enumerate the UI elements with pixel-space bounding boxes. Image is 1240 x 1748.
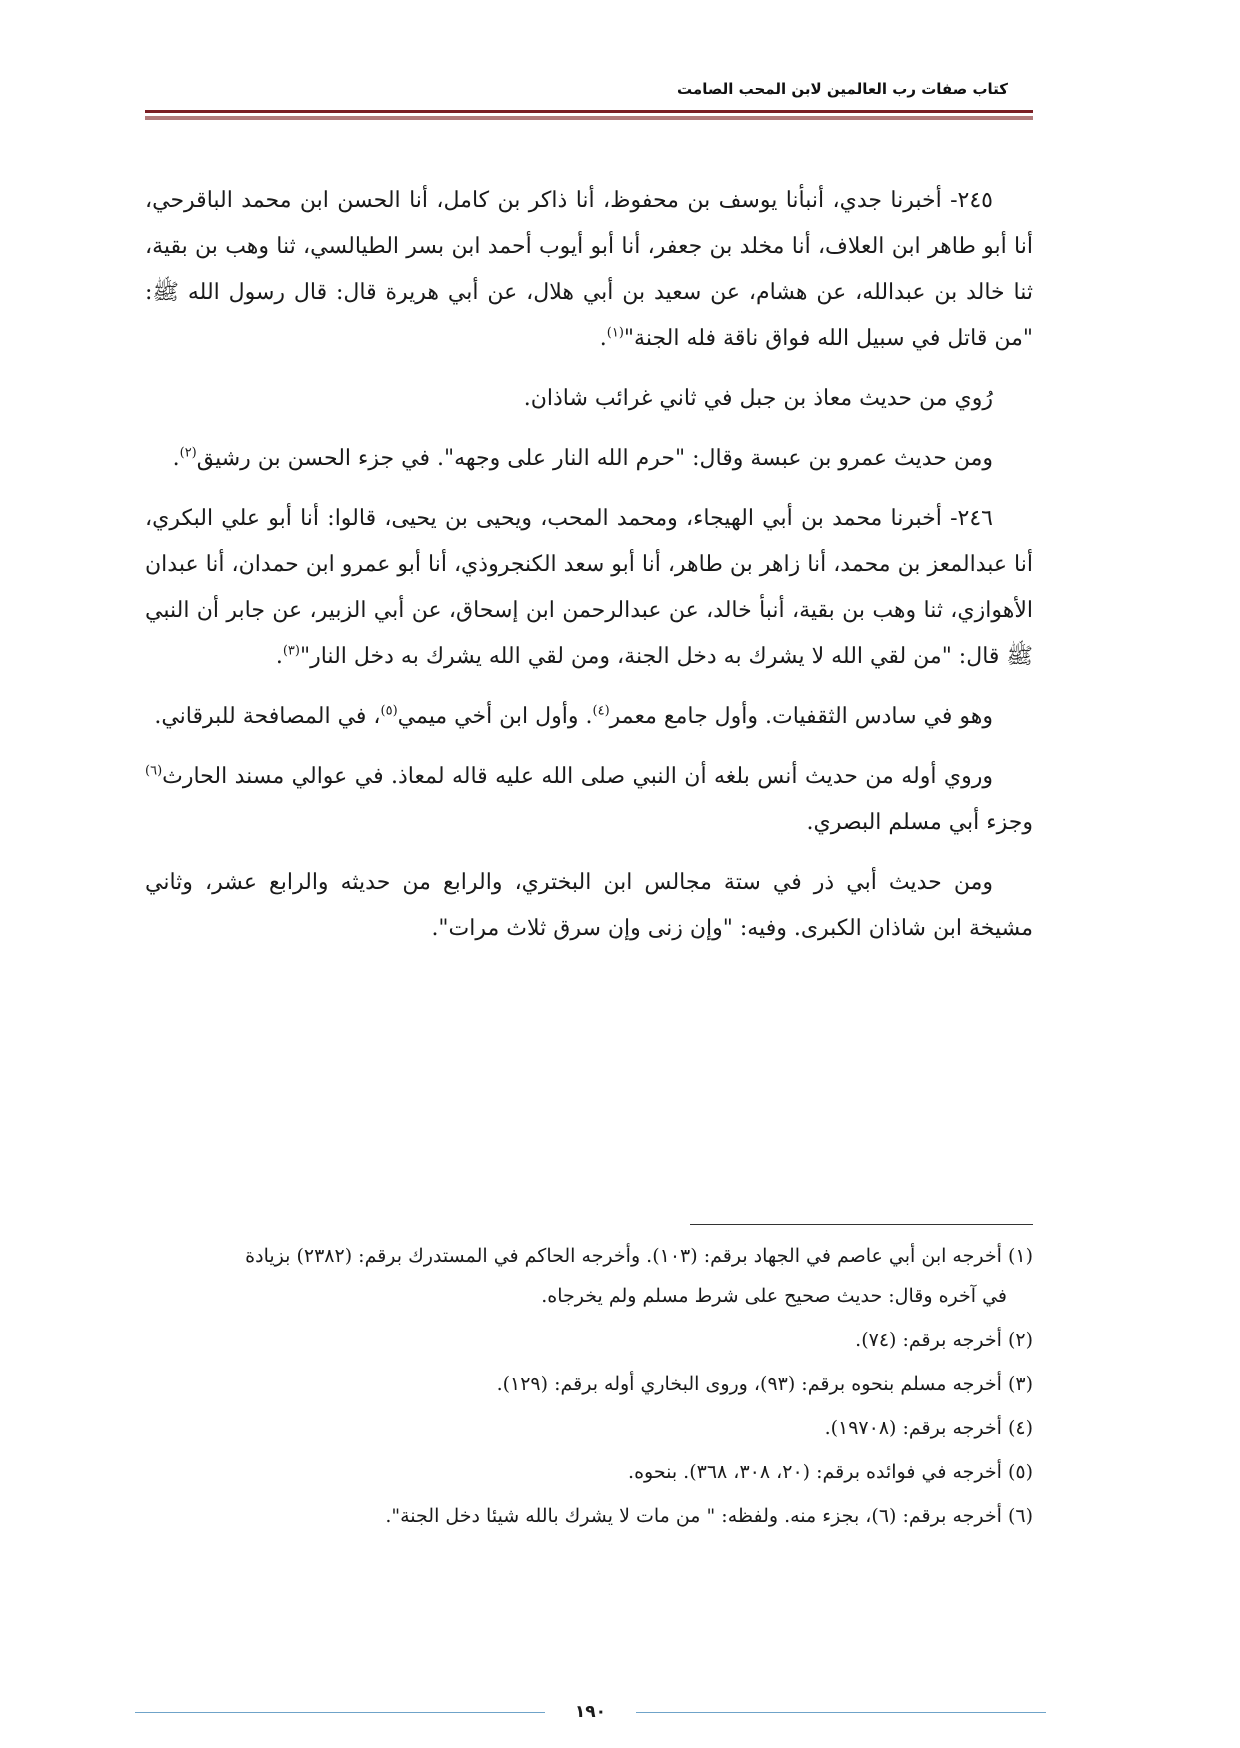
footnote-ref-1: (١) [606,325,624,341]
footnote-text: أخرجه في فوائده برقم: (٢٠، ٣٠٨، ٣٦٨). بنحوه. [628,1461,1002,1483]
footnote-5 [145,1452,1033,1492]
narration-note-4 [145,754,1033,846]
narration-note-1-text: رُوي من حديث معاذ بن جبل في ثاني غرائب شاذان. [523,386,993,411]
footnote-ref-2: (٢) [179,445,197,461]
hadith-paragraph-246: ٢٤٦- أخبرنا محمد بن أبي الهيجاء، ومحمد المحب، ويحيى بن يحيى، قالوا: أنا أبو علي البكري، أنا عبدالمعز بن محمد، أنا زاهر بن طاهر، أنا أبو سعد الكنجروذي، أنا أبو عمرو ابن حمدان، أنا عبدان الأهوازي، ثنا وهب بن بقية، أنبأ خالد، عن عبدالرحمن ابن إسحاق، عن أبي الزبير، عن جابر أن النبي ﷺ قال: "من لقي الله لا يشرك به دخل الجنة، ومن لقي الله يشرك به دخل النار"$^{(٣)}$. [145,506,1033,669]
footnote-separator [690,1224,1033,1225]
footnote-3 [145,1364,1033,1404]
footnote-number: (١) [1007,1245,1033,1267]
running-header-title: كتاب صفات رب العالمين لابن المحب الصامت [677,80,1008,98]
narration-note-5-text: ومن حديث أبي ذر في ستة مجالس ابن البختري، والرابع من حديثه والرابع عشر، وثاني مشيخة ابن شاذان الكبرى. وفيه: "وإن زنى وإن سرق ثلاث مرات". [145,870,1033,941]
hadith-paragraph-245: ٢٤٥- أخبرنا جدي، أنبأنا يوسف بن محفوظ، أنا ذاكر بن كامل، أنا الحسن ابن محمد الباقرحي، أنا أبو طاهر ابن العلاف، أنا مخلد بن جعفر، أنا أبو أيوب أحمد ابن بسر الطيالسي، ثنا وهب بن بقية، ثنا خالد بن عبدالله، عن هشام، عن سعيد بن أبي هلال، عن أبي هريرة قال: قال رسول الله ﷺ: "من قاتل في سبيل الله فواق ناقة فله الجنة"$^{(١)}$. [145,188,1034,351]
footnote-text: أخرجه برقم: (٧٤). [855,1329,1002,1351]
footnote-ref-4: (٤) [592,703,610,719]
footer-rule-right [636,1712,1046,1713]
main-text [145,178,1033,966]
hadith-245-text: ٢٤٥- أخبرنا جدي، أنبأنا يوسف بن محفوظ، أنا ذاكر بن كامل، أنا الحسن ابن محمد الباقرحي، أنا أبو طاهر ابن العلاف، أنا مخلد بن جعفر، أنا أبو أيوب أحمد ابن بسر الطيالسي، ثنا وهب بن بقية، ثنا خالد بن عبدالله، عن هشام، عن سعيد بن أبي هلال، عن أبي هريرة قال: قال رسول الله ﷺ: "من قاتل في سبيل الله فواق ناقة فله الجنة" [145,188,1034,351]
footnote-6 [145,1496,1033,1536]
footnotes-block [145,1236,1033,1540]
footnote-text: أخرجه برقم: (٦)، بجزء منه. ولفظه: " من مات لا يشرك بالله شيئا دخل الجنة". [385,1505,1002,1527]
narration-note-4b: وجزء أبي مسلم البصري. [806,810,1033,835]
footnote-text: أخرجه ابن أبي عاصم في الجهاد برقم: (١٠٣). وأخرجه الحاكم في المستدرك برقم: (٢٣٨٢) بزيادة [245,1245,1002,1267]
footer-rule-left [135,1712,545,1713]
footnote-1 [145,1236,1033,1316]
footnote-text: أخرجه مسلم بنحوه برقم: (٩٣)، وروى البخاري أوله برقم: (١٢٩). [496,1373,1002,1395]
header-rule-top [145,110,1033,113]
header-rule-bottom [145,116,1033,120]
footnote-number: (٢) [1007,1329,1033,1351]
footnote-number: (٣) [1007,1373,1033,1395]
narration-note-3 [145,694,1033,740]
footnote-ref-3: (٣) [282,643,300,659]
footnote-2 [145,1320,1033,1360]
footnote-number: (٥) [1007,1461,1033,1483]
footnote-4 [145,1408,1033,1448]
narration-note-2: ومن حديث عمرو بن عبسة وقال: "حرم الله النار على وجهه". في جزء الحسن بن رشيق$^{(٢)}$. [172,445,993,471]
narration-note-2-text: ومن حديث عمرو بن عبسة وقال: "حرم الله النار على وجهه". في جزء الحسن بن رشيق [196,446,993,471]
narration-note-5 [145,860,1033,952]
footnote-number: (٦) [1007,1505,1033,1527]
narration-note-1 [145,376,1033,422]
narration-note-3b: . وأول ابن أخي ميمي [397,704,593,729]
narration-note-4a: وروي أوله من حديث أنس بلغه أن النبي صلى الله عليه قاله لمعاذ. في عوالي مسند الحارث [162,764,993,789]
page-footer [0,1702,1240,1722]
footnote-continuation: في آخره وقال: حديث صحيح على شرط مسلم ولم يخرجاه. [541,1285,1007,1307]
narration-note-3c: ، في المصافحة للبرقاني. [154,704,381,729]
hadith-246-text: ٢٤٦- أخبرنا محمد بن أبي الهيجاء، ومحمد المحب، ويحيى بن يحيى، قالوا: أنا أبو علي البكري، أنا عبدالمعز بن محمد، أنا زاهر بن طاهر، أنا أبو سعد الكنجروذي، أنا أبو عمرو ابن حمدان، أنا عبدان الأهوازي، ثنا وهب بن بقية، أنبأ خالد، عن عبدالرحمن ابن إسحاق، عن أبي الزبير، عن جابر أن النبي ﷺ قال: "من لقي الله لا يشرك به دخل الجنة، ومن لقي الله يشرك به دخل النار" [145,506,1033,669]
footnote-ref-5: (٥) [380,703,398,719]
narration-note-3a: وهو في سادس الثقفيات. وأول جامع معمر [609,704,993,729]
footnote-ref-6: (٦) [145,763,163,779]
page-number: ١٩٠ [574,1702,607,1722]
footnote-text: أخرجه برقم: (١٩٧٠٨). [824,1417,1002,1439]
footnote-number: (٤) [1007,1417,1033,1439]
